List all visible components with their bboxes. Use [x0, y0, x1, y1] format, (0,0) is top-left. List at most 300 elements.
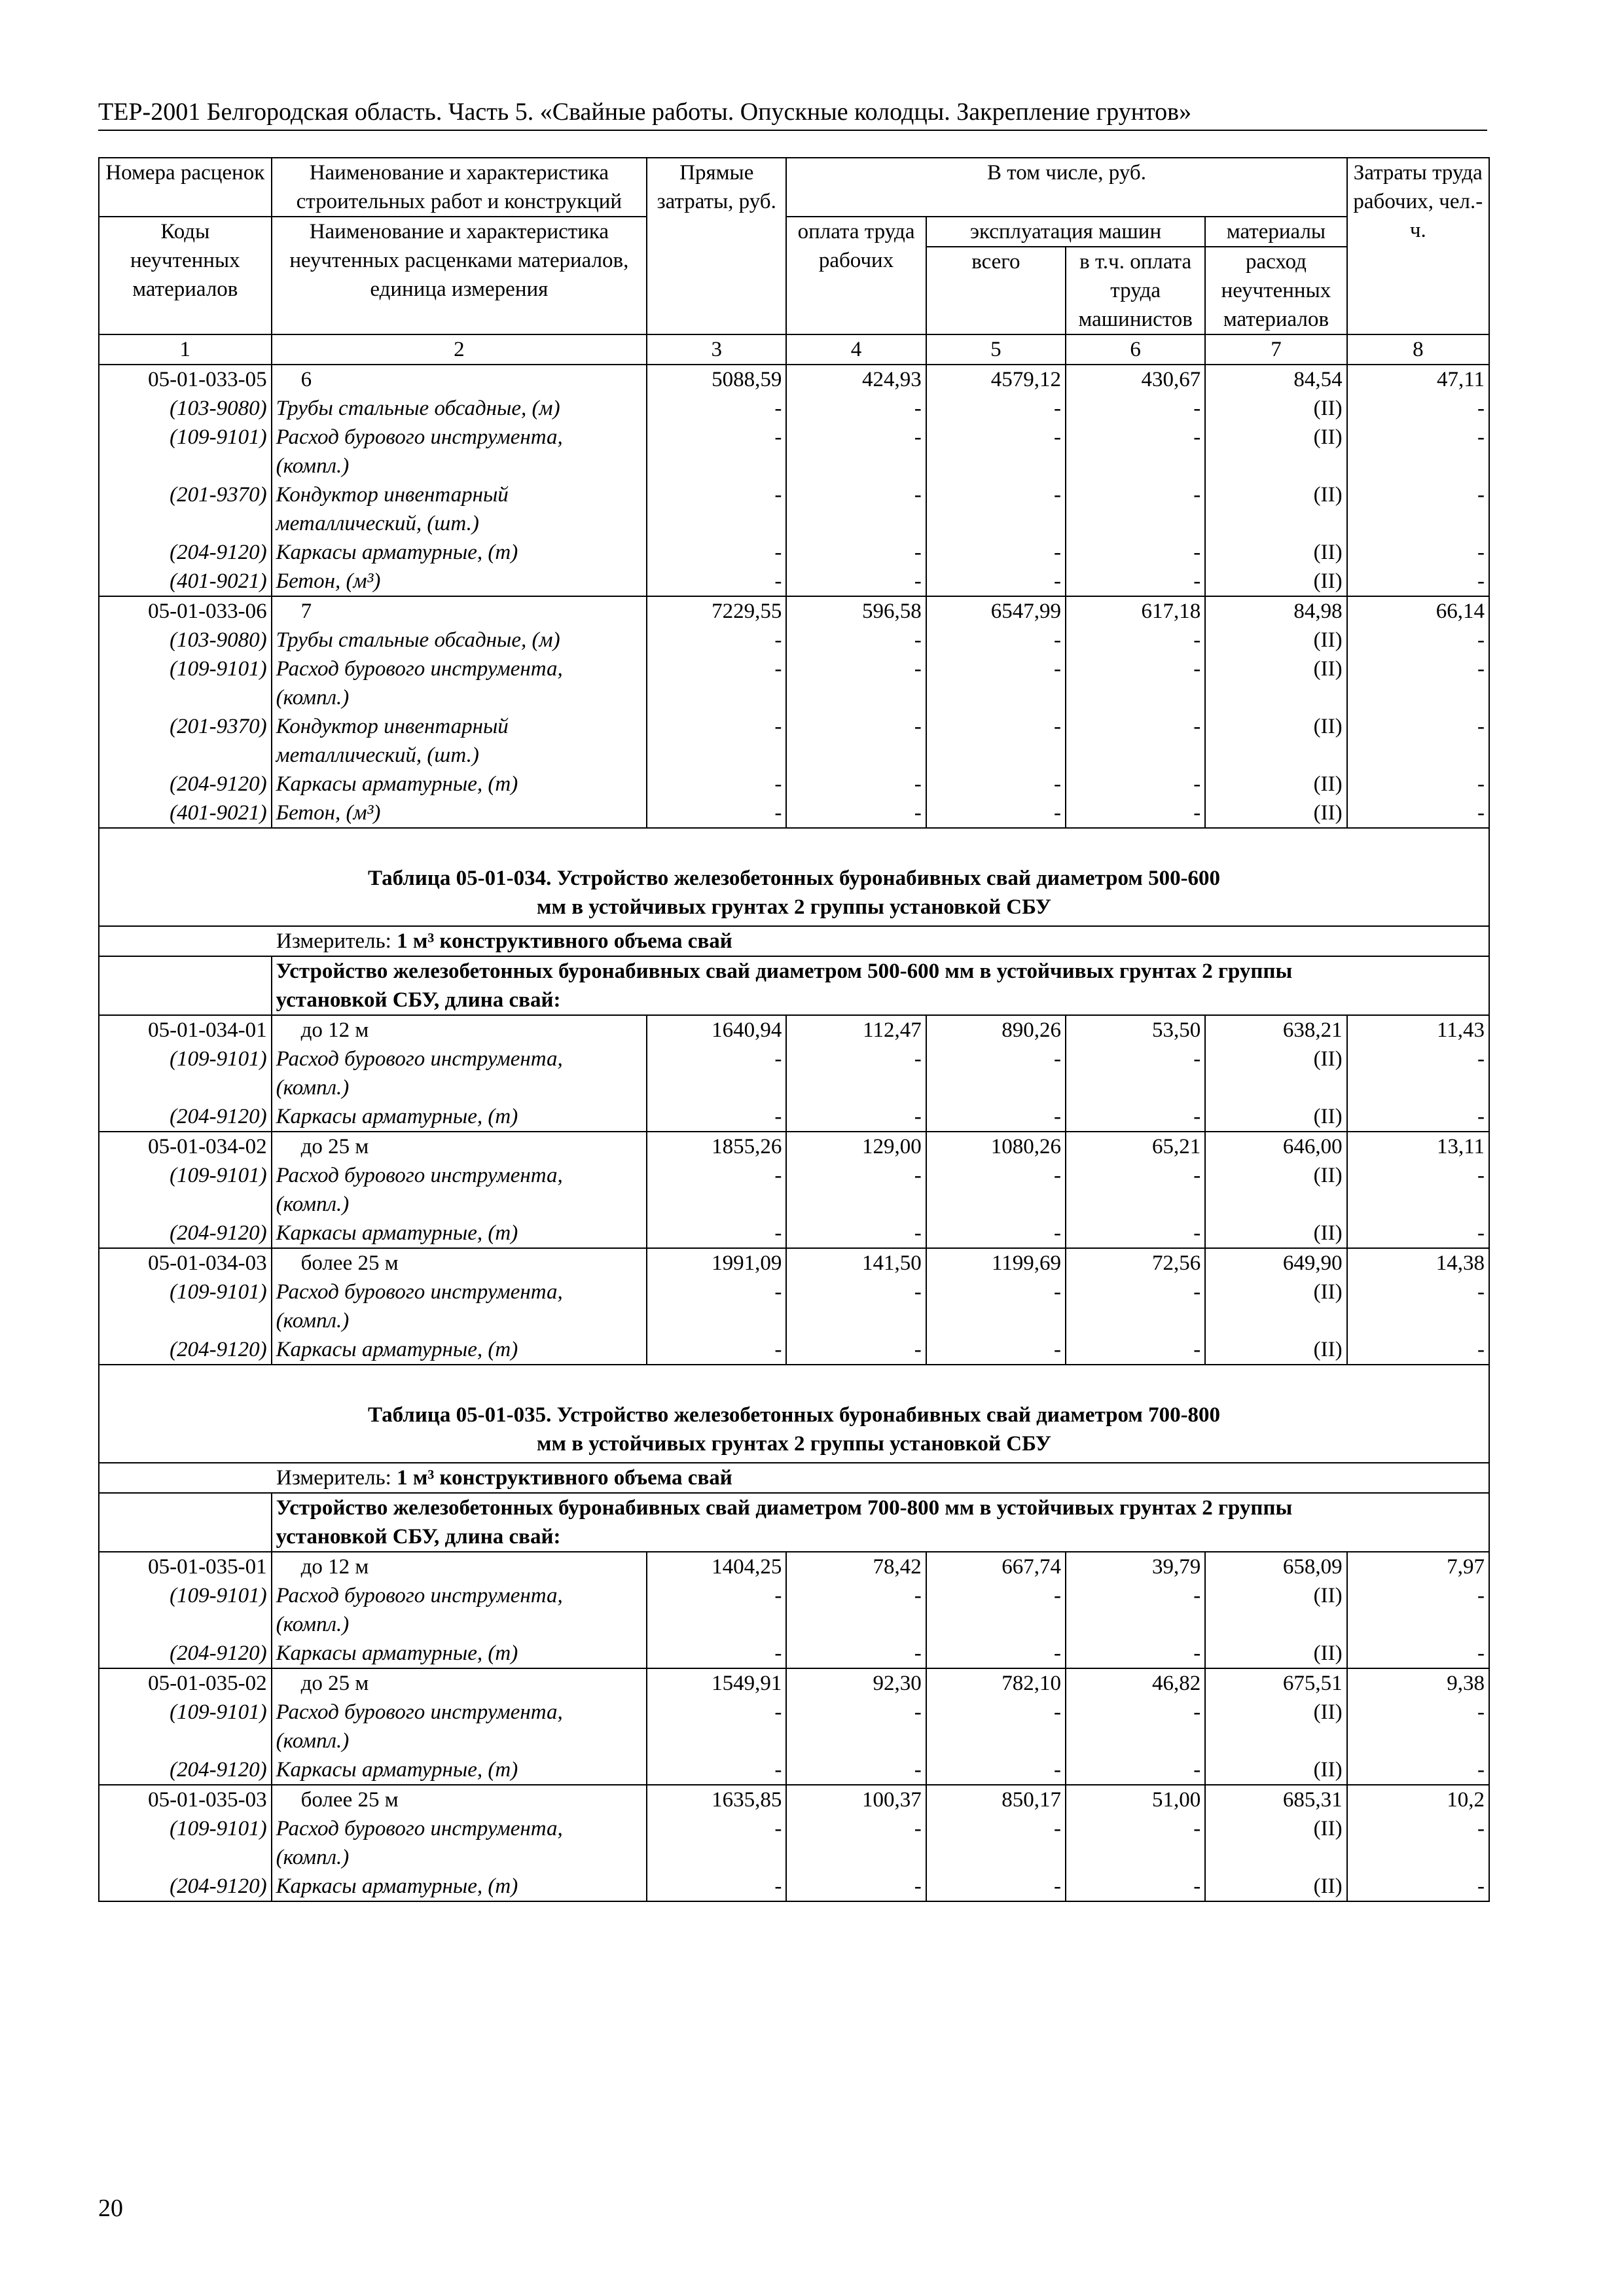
rate-code: 05-01-034-02	[99, 1132, 272, 1161]
dash: -	[647, 538, 786, 567]
dash: -	[1347, 1814, 1489, 1843]
material-code: (109-9101)	[99, 1161, 272, 1190]
table-row	[99, 741, 1489, 770]
dash: -	[1347, 1639, 1489, 1668]
material-code: (204-9120)	[99, 1755, 272, 1785]
col-num: 8	[1347, 334, 1489, 365]
material-code: (204-9120)	[99, 538, 272, 567]
table-row	[99, 1872, 1489, 1901]
dash: -	[1066, 1581, 1205, 1610]
material-code: (109-9101)	[99, 655, 272, 683]
dash: -	[1347, 538, 1489, 567]
dash: -	[786, 394, 926, 423]
table-row	[99, 1785, 1489, 1814]
col-num: 4	[786, 334, 926, 365]
table-row	[99, 655, 1489, 683]
material-code: (401-9021)	[99, 567, 272, 596]
header-materials: материалы	[1205, 217, 1346, 247]
wages: 596,58	[786, 596, 926, 626]
header-wages: оплата труда рабочих	[786, 217, 926, 334]
wages: 141,50	[786, 1248, 926, 1278]
section-title-row	[99, 828, 1489, 926]
material-name: Каркасы арматурные, (т)	[272, 1219, 647, 1248]
material-code: (109-9101)	[99, 1698, 272, 1727]
rate-name: до 25 м	[272, 1132, 647, 1161]
material-name: Бетон, (м³)	[272, 798, 647, 828]
dash: -	[786, 1814, 926, 1843]
material-code: (109-9101)	[99, 1814, 272, 1843]
dash: -	[926, 1755, 1066, 1785]
dash: -	[786, 770, 926, 798]
dash: -	[647, 1755, 786, 1785]
dash: -	[926, 1335, 1066, 1365]
dash: -	[1347, 626, 1489, 655]
dash: -	[786, 655, 926, 683]
table-row	[99, 1581, 1489, 1610]
dash: -	[786, 1639, 926, 1668]
dash: -	[1347, 394, 1489, 423]
meter	[99, 1463, 1489, 1493]
labor: 11,43	[1347, 1015, 1489, 1045]
header-direct-costs: Прямые затраты, руб.	[647, 158, 786, 334]
dash: -	[1066, 1698, 1205, 1727]
material-code: (204-9120)	[99, 1872, 272, 1901]
dash: -	[647, 394, 786, 423]
meter	[99, 926, 1489, 956]
dash: -	[1066, 1755, 1205, 1785]
table-row	[99, 1755, 1489, 1785]
material-name: Расход бурового инструмента,	[272, 655, 647, 683]
wages: 100,37	[786, 1785, 926, 1814]
material-group: (II)	[1205, 423, 1346, 452]
dash: -	[647, 1045, 786, 1073]
dash: -	[1347, 798, 1489, 828]
rate-name: до 12 м	[272, 1552, 647, 1581]
material-code: (103-9080)	[99, 394, 272, 423]
dash: -	[1347, 770, 1489, 798]
table-row	[99, 1306, 1489, 1335]
col-num: 5	[926, 334, 1066, 365]
machinists-wage: 65,21	[1066, 1132, 1205, 1161]
materials: 685,31	[1205, 1785, 1346, 1814]
materials: 646,00	[1205, 1132, 1346, 1161]
table-row	[99, 1278, 1489, 1306]
machines-total: 667,74	[926, 1552, 1066, 1581]
table-row	[99, 712, 1489, 741]
dash: -	[647, 567, 786, 596]
wages: 78,42	[786, 1552, 926, 1581]
dash: -	[786, 567, 926, 596]
material-name-cont: (компл.)	[272, 1073, 647, 1102]
section-title	[99, 1365, 1489, 1463]
dash: -	[647, 1581, 786, 1610]
machines-total: 1199,69	[926, 1248, 1066, 1278]
dash: -	[647, 1335, 786, 1365]
col-num: 2	[272, 334, 647, 365]
dash: -	[786, 1102, 926, 1132]
dash: -	[786, 1045, 926, 1073]
material-group: (II)	[1205, 626, 1346, 655]
material-group: (II)	[1205, 1278, 1346, 1306]
dash: -	[786, 1278, 926, 1306]
rate-name: 6	[272, 365, 647, 394]
direct-costs: 1635,85	[647, 1785, 786, 1814]
dash: -	[786, 1219, 926, 1248]
labor: 10,2	[1347, 1785, 1489, 1814]
material-name-cont: (компл.)	[272, 1190, 647, 1219]
material-name-cont: (компл.)	[272, 452, 647, 480]
table-row	[99, 365, 1489, 394]
material-name: Расход бурового инструмента,	[272, 1698, 647, 1727]
dash: -	[926, 1698, 1066, 1727]
material-name: Каркасы арматурные, (т)	[272, 1639, 647, 1668]
header-including: В том числе, руб.	[786, 158, 1346, 217]
dash: -	[647, 770, 786, 798]
subheading-line: Устройство железобетонных буронабивных свай диаметром 500-600 мм в устойчивых грунтах 2 группы	[276, 960, 1293, 983]
dash: -	[1066, 1814, 1205, 1843]
material-group: (II)	[1205, 798, 1346, 828]
dash: -	[1066, 394, 1205, 423]
machinists-wage: 53,50	[1066, 1015, 1205, 1045]
table-row	[99, 683, 1489, 712]
dash: -	[647, 480, 786, 509]
table-row	[99, 1639, 1489, 1668]
table-row	[99, 1132, 1489, 1161]
dash: -	[1066, 1639, 1205, 1668]
dash: -	[1347, 480, 1489, 509]
dash: -	[1347, 1278, 1489, 1306]
rate-name: более 25 м	[272, 1785, 647, 1814]
material-group: (II)	[1205, 1102, 1346, 1132]
table-row	[99, 1102, 1489, 1132]
dash: -	[786, 1755, 926, 1785]
dash: -	[786, 1698, 926, 1727]
meter-value: 1 м³ конструктивного объема свай	[397, 1466, 732, 1490]
dash: -	[926, 1045, 1066, 1073]
material-group: (II)	[1205, 712, 1346, 741]
material-name: Кондуктор инвентарный	[272, 480, 647, 509]
section-title-line: Таблица 05-01-035. Устройство железобетонных буронабивных свай диаметром 700-800	[367, 1403, 1221, 1427]
dash: -	[1066, 538, 1205, 567]
rate-name: 7	[272, 596, 647, 626]
table-row	[99, 423, 1489, 452]
dash: -	[647, 1278, 786, 1306]
section-title-line: Таблица 05-01-034. Устройство железобетонных буронабивных свай диаметром 500-600	[367, 867, 1221, 890]
dash: -	[647, 1698, 786, 1727]
materials: 675,51	[1205, 1668, 1346, 1698]
machinists-wage: 617,18	[1066, 596, 1205, 626]
table-row	[99, 1698, 1489, 1727]
machinists-wage: 46,82	[1066, 1668, 1205, 1698]
dash: -	[1347, 1161, 1489, 1190]
table-row	[99, 394, 1489, 423]
dash: -	[1066, 1335, 1205, 1365]
header-machinists-wage: в т.ч. оплата труда машинистов	[1066, 247, 1205, 334]
header-name: Наименование и характеристика строительных работ и конструкций	[272, 158, 647, 217]
material-code: (109-9101)	[99, 1045, 272, 1073]
materials: 638,21	[1205, 1015, 1346, 1045]
table-row	[99, 1045, 1489, 1073]
material-name: Трубы стальные обсадные, (м)	[272, 394, 647, 423]
machines-total: 850,17	[926, 1785, 1066, 1814]
wages: 112,47	[786, 1015, 926, 1045]
direct-costs: 1855,26	[647, 1132, 786, 1161]
machinists-wage: 51,00	[1066, 1785, 1205, 1814]
dash: -	[926, 1639, 1066, 1668]
material-name-cont: (компл.)	[272, 1843, 647, 1872]
header-machines-total: всего	[926, 247, 1066, 334]
material-code: (204-9120)	[99, 1335, 272, 1365]
material-group: (II)	[1205, 1161, 1346, 1190]
material-name-cont: (компл.)	[272, 1306, 647, 1335]
column-numbers-row	[99, 334, 1489, 365]
material-code: (103-9080)	[99, 626, 272, 655]
dash: -	[1066, 798, 1205, 828]
dash: -	[786, 480, 926, 509]
material-name: Расход бурового инструмента,	[272, 1278, 647, 1306]
material-name-cont: металлический, (шт.)	[272, 509, 647, 538]
table-row	[99, 1727, 1489, 1755]
material-code: (204-9120)	[99, 1219, 272, 1248]
dash: -	[926, 423, 1066, 452]
dash: -	[1066, 1045, 1205, 1073]
table-row	[99, 480, 1489, 509]
material-name-cont: (компл.)	[272, 683, 647, 712]
dash: -	[647, 1219, 786, 1248]
dash: -	[926, 480, 1066, 509]
dash: -	[1066, 1219, 1205, 1248]
col-num: 6	[1066, 334, 1205, 365]
material-name: Кондуктор инвентарный	[272, 712, 647, 741]
dash: -	[926, 1872, 1066, 1901]
header-codes-unaccounted: Коды неучтенных материалов	[99, 217, 272, 334]
dash: -	[926, 1102, 1066, 1132]
meter-row	[99, 1463, 1489, 1493]
table-row	[99, 798, 1489, 828]
dash: -	[926, 538, 1066, 567]
material-group: (II)	[1205, 538, 1346, 567]
dash: -	[647, 1814, 786, 1843]
dash: -	[1347, 567, 1489, 596]
material-group: (II)	[1205, 567, 1346, 596]
dash: -	[1066, 567, 1205, 596]
dash: -	[1347, 712, 1489, 741]
labor: 7,97	[1347, 1552, 1489, 1581]
header-name-unaccounted: Наименование и характеристика неучтенных расценками материалов, единица измерения	[272, 217, 647, 334]
meter-label: Измеритель:	[276, 1466, 391, 1490]
material-code: (109-9101)	[99, 1278, 272, 1306]
material-name: Каркасы арматурные, (т)	[272, 1755, 647, 1785]
dash: -	[647, 423, 786, 452]
table-row	[99, 1335, 1489, 1365]
dash: -	[1066, 423, 1205, 452]
table-row	[99, 596, 1489, 626]
material-group: (II)	[1205, 655, 1346, 683]
dash: -	[1347, 1698, 1489, 1727]
section-title-line: мм в устойчивых грунтах 2 группы установкой СБУ	[537, 895, 1051, 919]
dash: -	[647, 1872, 786, 1901]
dash: -	[1347, 1102, 1489, 1132]
material-group: (II)	[1205, 1755, 1346, 1785]
col-num: 3	[647, 334, 786, 365]
labor: 14,38	[1347, 1248, 1489, 1278]
dash: -	[1347, 1335, 1489, 1365]
table-row	[99, 1190, 1489, 1219]
material-code: (204-9120)	[99, 1102, 272, 1132]
table-row	[99, 1610, 1489, 1639]
section-title-row	[99, 1365, 1489, 1463]
material-group: (II)	[1205, 394, 1346, 423]
table-header-row	[99, 158, 1489, 217]
dash: -	[926, 1814, 1066, 1843]
table-row	[99, 452, 1489, 480]
material-name: Расход бурового инструмента,	[272, 1581, 647, 1610]
dash: -	[786, 1581, 926, 1610]
material-name: Трубы стальные обсадные, (м)	[272, 626, 647, 655]
col-num: 7	[1205, 334, 1346, 365]
header-labor: Затраты труда рабочих, чел.-ч.	[1347, 158, 1489, 334]
meter-row	[99, 926, 1489, 956]
material-name: Каркасы арматурные, (т)	[272, 1872, 647, 1901]
material-code: (109-9101)	[99, 1581, 272, 1610]
dash: -	[786, 1872, 926, 1901]
dash: -	[1347, 423, 1489, 452]
rate-name: до 12 м	[272, 1015, 647, 1045]
rates-table	[98, 157, 1490, 1902]
machinists-wage: 39,79	[1066, 1552, 1205, 1581]
dash: -	[1066, 655, 1205, 683]
header-code: Номера расценок	[99, 158, 272, 217]
material-name: Расход бурового инструмента,	[272, 423, 647, 452]
dash: -	[1347, 1045, 1489, 1073]
table-row	[99, 1668, 1489, 1698]
dash: -	[1347, 1581, 1489, 1610]
material-code: (401-9021)	[99, 798, 272, 828]
material-code: (201-9370)	[99, 712, 272, 741]
material-name-cont: (компл.)	[272, 1610, 647, 1639]
material-name: Расход бурового инструмента,	[272, 1045, 647, 1073]
table-row	[99, 1552, 1489, 1581]
labor: 47,11	[1347, 365, 1489, 394]
table-row	[99, 538, 1489, 567]
dash: -	[647, 1161, 786, 1190]
subheading-line: установкой СБУ, длина свай:	[276, 988, 561, 1012]
subheading	[272, 956, 1489, 1015]
dash: -	[1066, 1872, 1205, 1901]
material-code: (109-9101)	[99, 423, 272, 452]
table-row	[99, 509, 1489, 538]
material-name: Каркасы арматурные, (т)	[272, 538, 647, 567]
table-row	[99, 1814, 1489, 1843]
table-row	[99, 1161, 1489, 1190]
table-row	[99, 626, 1489, 655]
labor: 13,11	[1347, 1132, 1489, 1161]
direct-costs: 1549,91	[647, 1668, 786, 1698]
dash: -	[1066, 1161, 1205, 1190]
materials: 84,54	[1205, 365, 1346, 394]
dash: -	[786, 626, 926, 655]
page-header: ТЕР-2001 Белгородская область. Часть 5. «Свайные работы. Опускные колодцы. Закрепление грунтов»	[98, 97, 1487, 131]
rate-name: более 25 м	[272, 1248, 647, 1278]
rate-code: 05-01-035-01	[99, 1552, 272, 1581]
dash: -	[786, 1161, 926, 1190]
direct-costs: 5088,59	[647, 365, 786, 394]
rate-code: 05-01-035-02	[99, 1668, 272, 1698]
dash: -	[926, 1278, 1066, 1306]
col-num: 1	[99, 334, 272, 365]
material-name-cont: металлический, (шт.)	[272, 741, 647, 770]
table-row	[99, 1015, 1489, 1045]
wages: 424,93	[786, 365, 926, 394]
material-name-cont: (компл.)	[272, 1727, 647, 1755]
table-row	[99, 770, 1489, 798]
material-group: (II)	[1205, 1698, 1346, 1727]
dash: -	[647, 712, 786, 741]
machines-total: 1080,26	[926, 1132, 1066, 1161]
dash: -	[926, 798, 1066, 828]
direct-costs: 1991,09	[647, 1248, 786, 1278]
meter-value: 1 м³ конструктивного объема свай	[397, 929, 732, 953]
subheading-row	[99, 956, 1489, 1015]
material-group: (II)	[1205, 1335, 1346, 1365]
dash: -	[647, 626, 786, 655]
dash: -	[647, 1102, 786, 1132]
table-row	[99, 1843, 1489, 1872]
material-group: (II)	[1205, 1639, 1346, 1668]
subheading-line: установкой СБУ, длина свай:	[276, 1525, 561, 1549]
meter-label: Измеритель:	[276, 929, 391, 953]
material-name: Расход бурового инструмента,	[272, 1814, 647, 1843]
material-group: (II)	[1205, 1045, 1346, 1073]
material-code: (204-9120)	[99, 1639, 272, 1668]
dash: -	[786, 538, 926, 567]
materials: 84,98	[1205, 596, 1346, 626]
dash: -	[647, 1639, 786, 1668]
dash: -	[786, 423, 926, 452]
section-title-line: мм в устойчивых грунтах 2 группы установкой СБУ	[537, 1432, 1051, 1456]
material-name: Расход бурового инструмента,	[272, 1161, 647, 1190]
dash: -	[1066, 626, 1205, 655]
table-row	[99, 1219, 1489, 1248]
material-name: Каркасы арматурные, (т)	[272, 1102, 647, 1132]
labor: 66,14	[1347, 596, 1489, 626]
materials: 649,90	[1205, 1248, 1346, 1278]
dash: -	[1066, 1278, 1205, 1306]
dash: -	[926, 567, 1066, 596]
machines-total: 782,10	[926, 1668, 1066, 1698]
table-row	[99, 1248, 1489, 1278]
material-group: (II)	[1205, 1219, 1346, 1248]
machinists-wage: 430,67	[1066, 365, 1205, 394]
dash: -	[647, 798, 786, 828]
rate-code: 05-01-034-01	[99, 1015, 272, 1045]
material-code: (204-9120)	[99, 770, 272, 798]
dash: -	[786, 1335, 926, 1365]
dash: -	[647, 655, 786, 683]
rate-name: до 25 м	[272, 1668, 647, 1698]
subheading-row	[99, 1493, 1489, 1552]
material-group: (II)	[1205, 480, 1346, 509]
rate-code: 05-01-033-05	[99, 365, 272, 394]
dash: -	[926, 712, 1066, 741]
dash: -	[1347, 655, 1489, 683]
subheading-line: Устройство железобетонных буронабивных свай диаметром 700-800 мм в устойчивых грунтах 2 группы	[276, 1496, 1293, 1520]
material-name: Каркасы арматурные, (т)	[272, 770, 647, 798]
rate-code: 05-01-035-03	[99, 1785, 272, 1814]
machines-total: 6547,99	[926, 596, 1066, 626]
machines-total: 4579,12	[926, 365, 1066, 394]
dash: -	[1066, 1102, 1205, 1132]
